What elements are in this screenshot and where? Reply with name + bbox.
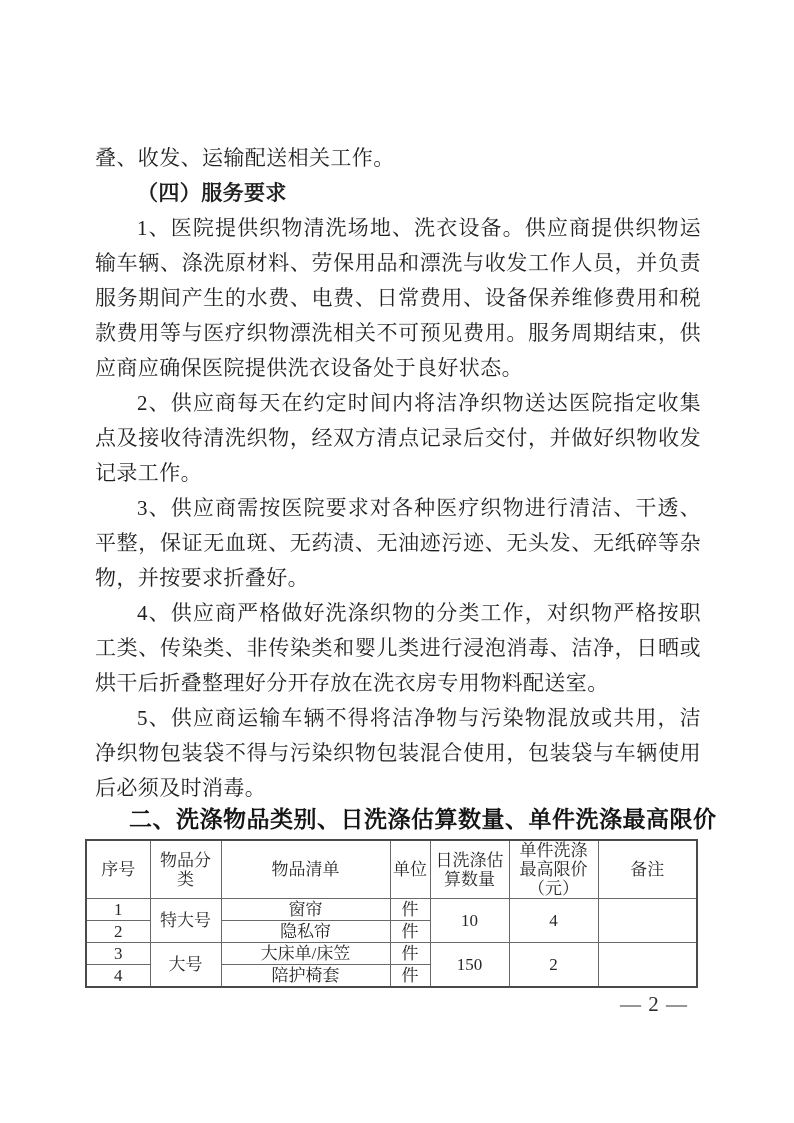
table-row [86, 899, 697, 921]
table-header-row [86, 840, 697, 899]
paragraph-line: 后必须及时消毒。 [95, 776, 267, 800]
cell-seq: 1 [86, 899, 150, 921]
cell-seq: 3 [86, 943, 150, 965]
cell-category: 特大号 [150, 899, 221, 943]
paragraph-line: 平整，保证无血斑、无药渍、无油迹污迹、无头发、无纸碎等杂 [95, 531, 701, 555]
cell-item: 隐私帘 [221, 921, 390, 943]
header-category: 物品分类 [150, 840, 221, 899]
cell-category: 大号 [150, 943, 221, 988]
cell-daily-qty: 10 [430, 899, 509, 943]
paragraph-line: 点及接收待清洗织物，经双方清点记录后交付，并做好织物收发 [95, 426, 701, 450]
cell-daily-qty: 150 [430, 943, 509, 988]
cell-item: 窗帘 [221, 899, 390, 921]
paragraph-line: 物，并按要求折叠好。 [95, 566, 309, 590]
paragraph-line: 4、供应商严格做好洗涤织物的分类工作，对织物严格按职 [137, 601, 701, 625]
paragraph-line: 净织物包装袋不得与污染织物包装混合使用，包装袋与车辆使用 [95, 741, 701, 765]
paragraph-line: 2、供应商每天在约定时间内将洁净织物送达医院指定收集 [137, 391, 701, 415]
cell-seq: 2 [86, 921, 150, 943]
body-text-block [95, 141, 701, 806]
cell-remark [598, 899, 697, 943]
cell-item: 陪护椅套 [221, 965, 390, 988]
paragraph-line: 3、供应商需按医院要求对各种医疗织物进行清洁、干透、 [137, 496, 701, 520]
table-row [86, 943, 697, 965]
continuation-line: 叠、收发、运输配送相关工作。 [95, 146, 395, 170]
paragraph-line: 烘干后折叠整理好分开存放在洗衣房专用物料配送室。 [95, 671, 609, 695]
page-number: — 2 — [620, 992, 688, 1016]
paragraph-line: 款费用等与医疗织物漂洗相关不可预见费用。服务周期结束，供 [95, 321, 701, 345]
cell-unit: 件 [390, 899, 430, 921]
cell-unit: 件 [390, 943, 430, 965]
header-daily-qty: 日洗涤估算数量 [430, 840, 509, 899]
paragraph-line: 5、供应商运输车辆不得将洁净物与污染物混放或共用，洁 [137, 706, 701, 730]
header-seq: 序号 [86, 840, 150, 899]
cell-max-price: 2 [509, 943, 598, 988]
paragraph-line: 应商应确保医院提供洗衣设备处于良好状态。 [95, 356, 523, 380]
cell-max-price: 4 [509, 899, 598, 943]
cell-unit: 件 [390, 965, 430, 988]
paragraph-line: 记录工作。 [95, 461, 202, 485]
sub-section-heading: （四）服务要求 [137, 181, 287, 205]
paragraph-line: 1、医院提供织物清洗场地、洗衣设备。供应商提供织物运 [137, 216, 701, 240]
paragraph-line: 输车辆、涤洗原材料、劳保用品和漂洗与收发工作人员，并负责 [95, 251, 701, 275]
header-max-price: 单件洗涤最高限价（元） [509, 840, 598, 899]
paragraph-line: 服务期间产生的水费、电费、日常费用、设备保养维修费用和税 [95, 286, 701, 310]
header-remark: 备注 [598, 840, 697, 899]
cell-unit: 件 [390, 921, 430, 943]
header-unit: 单位 [390, 840, 430, 899]
header-item: 物品清单 [221, 840, 390, 899]
laundry-items-table [85, 839, 698, 988]
cell-remark [598, 943, 697, 988]
cell-item: 大床单/床笠 [221, 943, 390, 965]
paragraph-line: 工类、传染类、非传染类和婴儿类进行浸泡消毒、洁净，日晒或 [95, 636, 701, 660]
cell-seq: 4 [86, 965, 150, 988]
section-heading: 二、洗涤物品类别、日洗涤估算数量、单件洗涤最高限价 [129, 806, 717, 832]
